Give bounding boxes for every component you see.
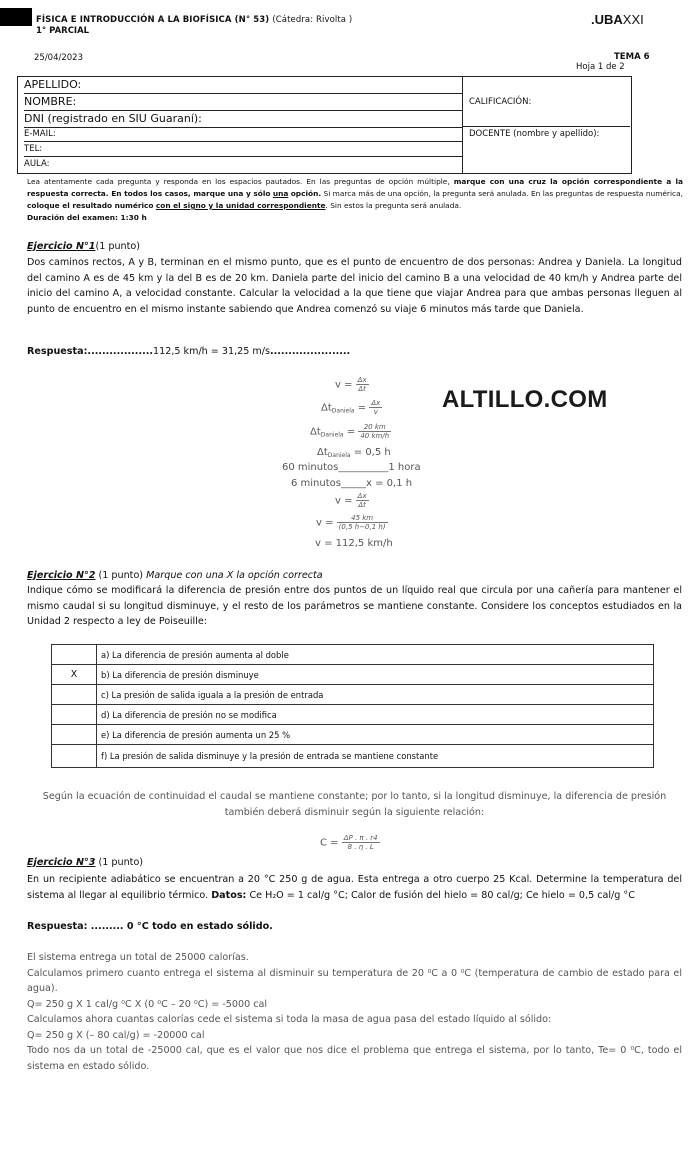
ex3-sol-line: Calculamos primero cuanto entrega el sistema al disminuir su temperatura de 20 ⁰C a 0 ⁰C (temperatura de cambio de estado para el agua). [27, 967, 682, 994]
uba-logo: .UBAXXI [591, 12, 644, 27]
option-row[interactable] [52, 705, 654, 725]
ex1-eq7: v = $\frac{\Delta x}{\Delta t}$ [335, 492, 367, 509]
docente-label: DOCENTE (nombre y apellido): [469, 129, 600, 139]
option-label: e) La diferencia de presión aumenta un 25 % [97, 725, 654, 745]
ex2-statement: Indique cómo se modificará la diferencia de presión entre dos puntos de un líquido real que circula por una cañería para mantener el mismo caudal si su longitud disminuye, y el resto de los parámetros se mantiene constante. Considere los conceptos estudiados en la Unidad 2 respecto a ley de Poiseuille: [27, 585, 682, 627]
option-mark[interactable] [52, 725, 97, 745]
ex1-eq6: 6 minutos_____x = 0,1 h [291, 478, 413, 489]
option-row[interactable] [52, 645, 654, 665]
ex1-eq9: v = 112,5 km/h [315, 538, 393, 549]
dni-field[interactable]: DNI (registrado en SIU Guaraní): [24, 111, 462, 128]
instructions: Lea atentamente cada pregunta y responda en los espacios pautados. En las preguntas de opción múltiple, marque con una cruz la opción correspondiente a la respuesta correcta. En todos los casos, marque una y sólo una opción. Si marca más de una opción, la pregunta será anulada. En las preguntas de respuesta numérica, coloque el resultado numérico con el signo y la unidad correspondiente. Sin estos la pregunta será anulada. Duración del examen: 1:30 h [27, 177, 683, 222]
ex1-eq5: 60 minutos__________1 hora [282, 462, 421, 473]
form-divider [462, 77, 463, 173]
ex1-answer: Respuesta:..................112,5 km/h = 31,25 m/s...................... [27, 346, 351, 357]
ex3-solution [27, 950, 682, 1074]
ex3-sol-line: Q= 250 g X (– 80 cal/g) = -20000 cal [27, 1029, 205, 1041]
tel-field[interactable]: TEL: [24, 142, 462, 157]
ex1-title: Ejercicio N°1(1 punto) [27, 241, 140, 252]
option-mark[interactable]: X [52, 665, 97, 685]
calificacion-label: CALIFICACIÓN: [469, 97, 532, 107]
ex3-statement: En un recipiente adiabático se encuentran a 20 °C 250 g de agua. Esta entrega a otro cuerpo 25 Kcal. Determine la temperatura del sistema al llegar al equilibrio térmico. Datos: Ce H₂O = 1 cal/g °C; Calor de fusión del hielo = 80 cal/g; Ce hielo = 0,5 cal/g °C [27, 874, 682, 901]
ex3-sol-line: Q= 250 g X 1 cal/g ⁰C X (0 ⁰C – 20 ⁰C) = -5000 cal [27, 998, 268, 1010]
ex1-statement: Dos caminos rectos, A y B, terminan en el mismo punto, que es el punto de encuentro de dos personas: Andrea y Daniela. La longitud del camino A es de 45 km y la del B es de 20 km. Daniela parte del inicio del camino B a una velocidad de 40 km/h y Andrea parte del inicio del camino A, a velocidad constante. Calcular la velocidad a la que tiene que viajar Andrea para que ambas personas lleguen al punto de encuentro en el mismo instante sabiendo que Andrea comenzó su viaje 6 minutos más tarde que Daniela. [27, 257, 682, 315]
header-black-block [0, 8, 32, 26]
option-label: f) La presión de salida disminuye y la presión de entrada se mantiene constante [97, 745, 654, 768]
course-title: FÍSICA E INTRODUCCIÓN A LA BIOFÍSICA (N° 53) (Cátedra: Rivolta ) [36, 15, 353, 25]
option-label: c) La presión de salida iguala a la presión de entrada [97, 685, 654, 705]
ex2-explanation: Según la ecuación de continuidad el caudal se mantiene constante; por lo tanto, si la longitud disminuye, la diferencia de presión también deberá disminuir según la siguiente relación: [42, 791, 667, 818]
aula-field[interactable]: AULA: [24, 159, 50, 169]
ex3-sol-line: Calculamos ahora cuantas calorías cede el sistema si toda la masa de agua pasa del estado líquido al sólido: [27, 1014, 552, 1025]
option-label: b) La diferencia de presión disminuye [97, 665, 654, 685]
page-indicator: Hoja 1 de 2 [576, 62, 625, 72]
option-row[interactable] [52, 665, 654, 685]
nombre-field[interactable]: NOMBRE: [24, 94, 462, 111]
ex1-eq3: $\Delta t_{Daniela}$ = $\frac{20 km}{40 km/h}$ [310, 423, 390, 440]
option-row[interactable] [52, 745, 654, 768]
option-mark[interactable] [52, 645, 97, 665]
student-info-form [17, 76, 632, 174]
ex2-formula: C = $\frac{\Delta P . \pi . r4}{8 . \eta . L}$ [320, 834, 378, 851]
ex2-title: Ejercicio N°2 (1 punto) Marque con una X la opción correcta [27, 570, 323, 581]
ex3-answer: Respuesta: ......... 0 °C todo en estado sólido. [27, 921, 273, 932]
ex1-eq4: $\Delta t_{Daniela} = 0,5$ h [317, 447, 391, 459]
ex3-sol-line: Todo nos da un total de -25000 cal, que es el valor que nos dice el problema que entrega el sistema, por lo tanto, Te= 0 ⁰C, todo el sistema en estado sólido. [27, 1045, 682, 1072]
option-mark[interactable] [52, 705, 97, 725]
altillo-watermark: ALTILLO.COM [442, 386, 608, 413]
ex2-options-table [51, 644, 654, 768]
ex1-eq2: $\Delta t_{Daniela}$ = $\frac{\Delta x}{v}$ [321, 399, 381, 416]
ex1-eq1: v = $\frac{\Delta x}{\Delta t}$ [335, 376, 367, 393]
ex3-title: Ejercicio N°3 (1 punto) [27, 857, 144, 868]
exam-date: 25/04/2023 [34, 53, 83, 63]
apellido-field[interactable]: APELLIDO: [24, 77, 462, 94]
option-label: d) La diferencia de presión no se modifica [97, 705, 654, 725]
tema-label: TEMA 6 [614, 52, 650, 62]
ex1-eq8: v = $\frac{45 km}{(0,5 h-0,1 h)}$ [316, 514, 386, 531]
option-row[interactable] [52, 685, 654, 705]
ex3-sol-line: El sistema entrega un total de 25000 calorías. [27, 952, 249, 963]
email-field[interactable]: E-MAIL: [24, 128, 462, 142]
option-mark[interactable] [52, 685, 97, 705]
option-label: a) La diferencia de presión aumenta al doble [97, 645, 654, 665]
exam-subtitle: 1° PARCIAL [36, 26, 90, 36]
form-divider-h [462, 126, 630, 127]
option-mark[interactable] [52, 745, 97, 768]
option-row[interactable] [52, 725, 654, 745]
